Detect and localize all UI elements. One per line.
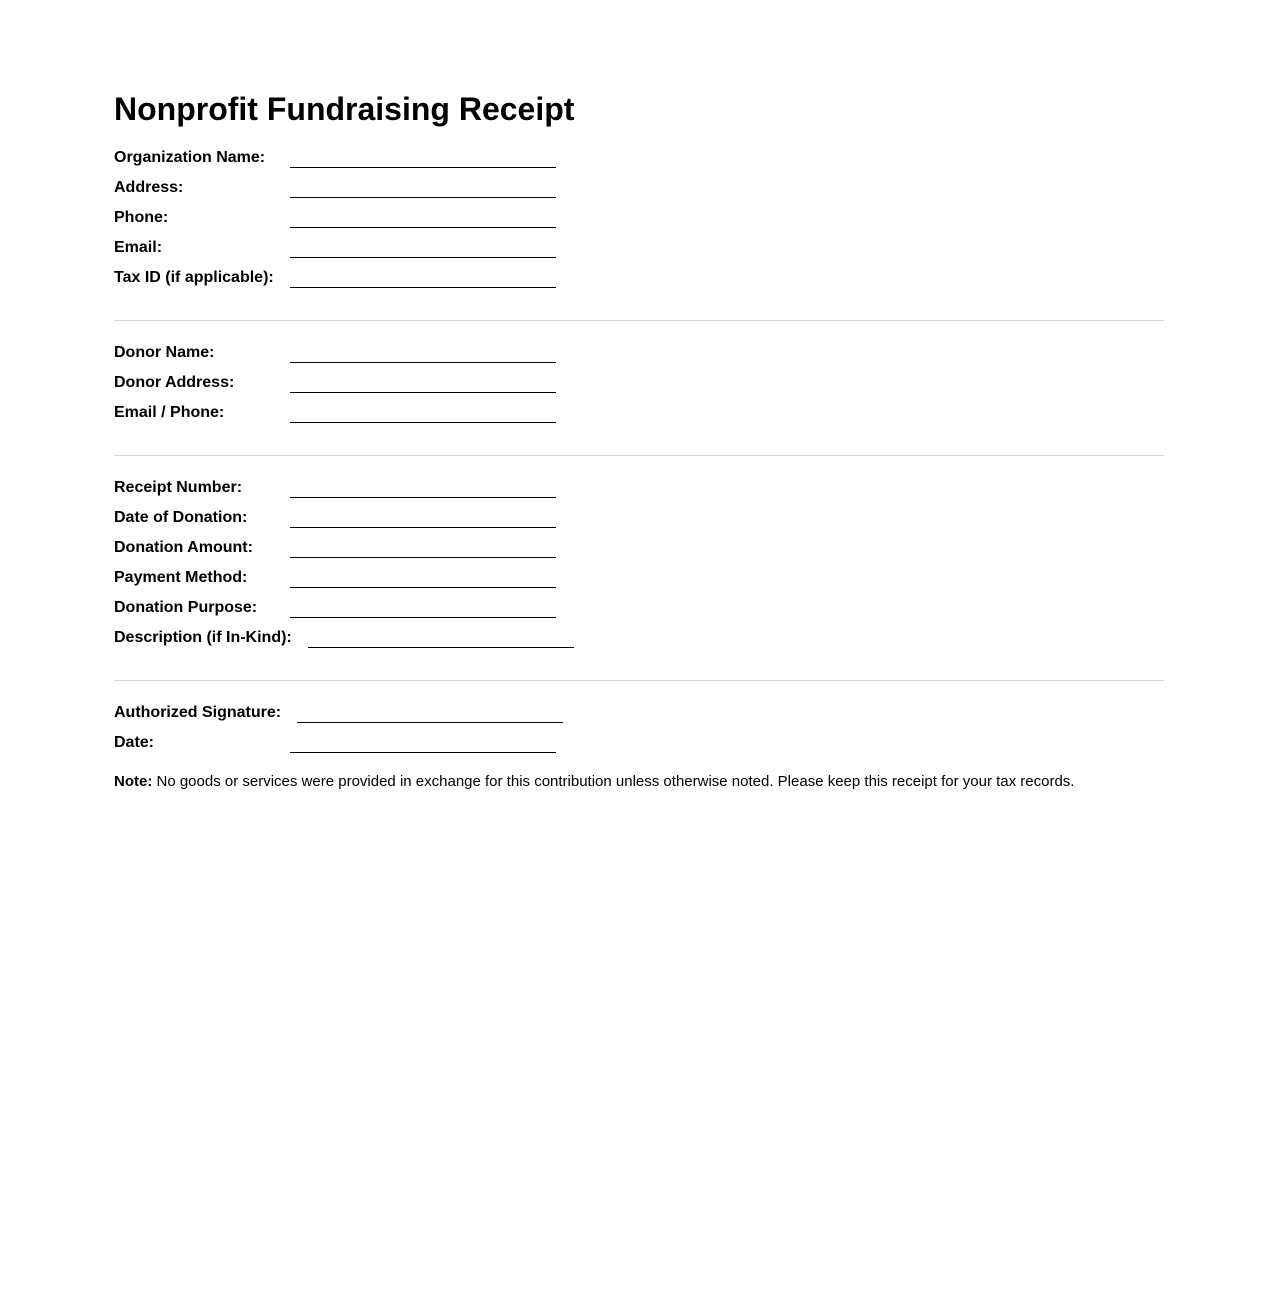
donor-name-field[interactable]	[290, 342, 556, 363]
donor-address-field[interactable]	[290, 372, 556, 393]
signature-label: Authorized Signature:	[114, 704, 282, 721]
section-divider	[114, 680, 1164, 681]
org-email-field[interactable]	[290, 237, 556, 258]
signature-field[interactable]	[297, 702, 563, 723]
in-kind-description-field[interactable]	[308, 627, 574, 648]
receipt-number-field[interactable]	[290, 477, 556, 498]
donation-date-field[interactable]	[290, 507, 556, 528]
donation-amount-label: Donation Amount:	[114, 539, 253, 556]
donation-amount-field[interactable]	[290, 537, 556, 558]
org-tax-id-field[interactable]	[290, 267, 556, 288]
donor-contact-label: Email / Phone:	[114, 404, 225, 421]
section-divider	[114, 455, 1164, 456]
receipt-number-label: Receipt Number:	[114, 479, 243, 496]
note-prefix: Note:	[114, 773, 153, 790]
org-email-label: Email:	[114, 239, 163, 256]
signature-date-field[interactable]	[290, 732, 556, 753]
donation-purpose-field[interactable]	[290, 597, 556, 618]
tax-note	[114, 772, 1074, 792]
org-name-field[interactable]	[290, 147, 556, 168]
donation-date-label: Date of Donation:	[114, 509, 248, 526]
org-phone-field[interactable]	[290, 207, 556, 228]
donor-contact-field[interactable]	[290, 402, 556, 423]
org-address-field[interactable]	[290, 177, 556, 198]
section-divider	[114, 320, 1164, 321]
donation-purpose-label: Donation Purpose:	[114, 599, 258, 616]
org-address-label: Address:	[114, 179, 184, 196]
payment-method-field[interactable]	[290, 567, 556, 588]
donor-address-label: Donor Address:	[114, 374, 235, 391]
signature-date-label: Date:	[114, 734, 155, 751]
org-tax-id-label: Tax ID (if applicable):	[114, 269, 274, 286]
org-name-label: Organization Name:	[114, 149, 266, 166]
org-phone-label: Phone:	[114, 209, 169, 226]
payment-method-label: Payment Method:	[114, 569, 248, 586]
donor-name-label: Donor Name:	[114, 344, 215, 361]
note-text: No goods or services were provided in exchange for this contribution unless otherwise noted. Please keep this receipt for your tax records.	[152, 773, 1075, 790]
page-title: Nonprofit Fundraising Receipt	[114, 91, 575, 127]
in-kind-description-label: Description (if In-Kind):	[114, 629, 292, 646]
